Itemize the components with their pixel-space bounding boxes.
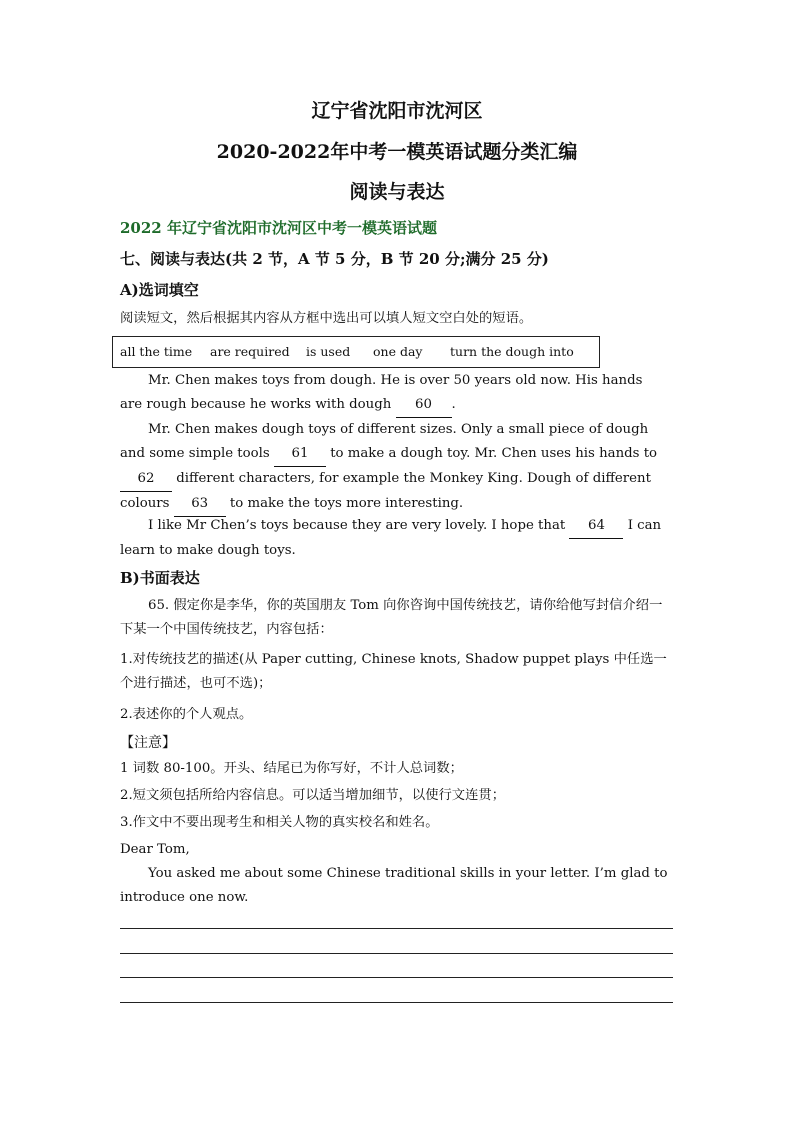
writing-line[interactable] — [120, 1002, 673, 1003]
answer-blank-61[interactable]: 61 — [274, 442, 326, 467]
notice-item-2: 2.短文须包括所给内容信息。可以适当增加细节，以使行文连贯； — [120, 788, 505, 803]
exam-name: 2022 年辽宁省沈阳市沈河区中考一模英语试题 — [120, 219, 437, 237]
passage-paragraph-3: I like Mr Chen’s toys because they are very lovely. I hope that 64 I can learn to make dough toys. — [120, 514, 668, 563]
word-option: one day — [373, 344, 423, 359]
page-title-collection: 2020-2022年中考一模英语试题分类汇编 — [216, 141, 578, 163]
part-b-heading: B)书面表达 — [120, 569, 200, 587]
answer-blank-62[interactable]: 62 — [120, 467, 172, 492]
requirement-1: 1.对传统技艺的描述(从 Paper cutting, Chinese knots, Shadow puppet plays 中任选一个进行描述，也可不选)； — [120, 652, 667, 691]
letter-opening: You asked me about some Chinese traditional skills in your letter. I’m glad to introduce one now. — [120, 866, 668, 905]
notice-heading: 【注意】 — [120, 735, 176, 751]
part-a-heading: A)选词填空 — [120, 281, 199, 299]
page-title-topic: 阅读与表达 — [349, 181, 445, 203]
word-option: all the time — [120, 344, 193, 359]
word-option: turn the dough into — [450, 344, 574, 359]
notice-item-3: 3.作文中不要出现考生和相关人物的真实校名和姓名。 — [120, 815, 439, 830]
writing-line[interactable] — [120, 953, 673, 954]
writing-line[interactable] — [120, 977, 673, 978]
notice-item-1: 1 词数 80-100。开头、结尾已为你写好，不计人总词数； — [120, 761, 463, 776]
page-title-region: 辽宁省沈阳市沈河区 — [311, 100, 483, 122]
word-option: is used — [306, 344, 351, 359]
word-box — [112, 336, 600, 368]
writing-line[interactable] — [120, 928, 673, 929]
passage-paragraph-1: Mr. Chen makes toys from dough. He is over 50 years old now. His hands are rough because he works with dough 60 . — [120, 369, 668, 418]
requirement-2: 2.表述你的个人观点。 — [120, 707, 253, 722]
passage-paragraph-2: Mr. Chen makes dough toys of different sizes. Only a small piece of dough and some simple tools 61 to make a dough toy. Mr. Chen uses his hands to 62 different characters, for example the Monkey King. Dough of different colours 63 to make the toys more interesting. — [120, 418, 668, 517]
word-option: are required — [210, 344, 290, 359]
answer-blank-64[interactable]: 64 — [569, 514, 623, 539]
letter-greeting: Dear Tom, — [120, 842, 190, 857]
answer-blank-60[interactable]: 60 — [396, 393, 452, 418]
writing-prompt: 65. 假定你是李华，你的英国朋友 Tom 向你咨询中国传统技艺，请你给他写封信介绍一下某一个中国传统技艺，内容包括： — [120, 598, 663, 637]
section-heading: 七、阅读与表达(共 2 节，A 节 5 分，B 节 20 分;满分 25 分) — [120, 250, 549, 268]
instruction-text: 阅读短文，然后根据其内容从方框中选出可以填人短文空白处的短语。 — [120, 311, 533, 326]
answer-blank-63[interactable]: 63 — [174, 492, 226, 517]
